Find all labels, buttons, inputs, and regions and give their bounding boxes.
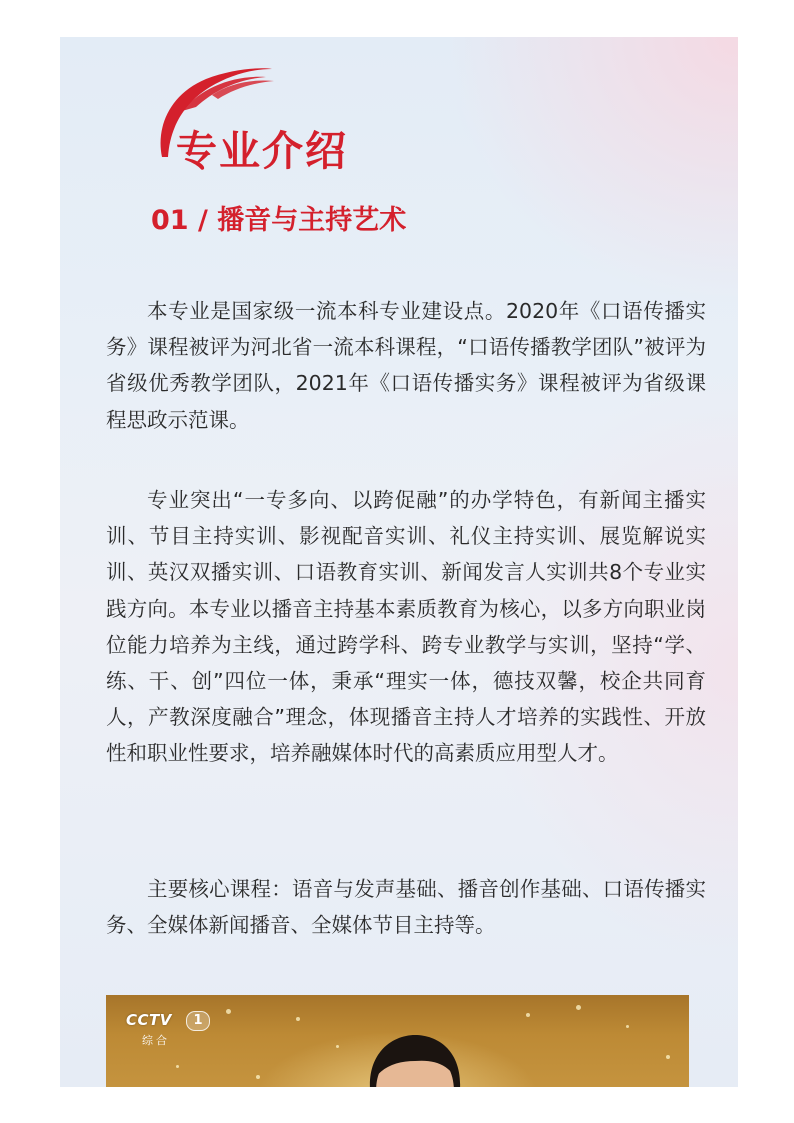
sparkle [256, 1075, 260, 1079]
intro-paragraph: 本专业是国家级一流本科专业建设点。2020年《口语传播实务》课程被评为河北省一流本科课程，“口语传播教学团队”被评为省级优秀教学团队，2021年《口语传播实务》课程被评为省级课程思政示范课。 [106, 299, 706, 432]
cctv-logo-icon: CCTV [126, 1011, 172, 1029]
sparkle [576, 1005, 581, 1010]
brochure-page [60, 37, 738, 1087]
sparkle [526, 1013, 530, 1017]
features-paragraph: 专业突出“一专多向、以跨促融”的办学特色，有新闻主播实训、节目主持实训、影视配音实训、礼仪主持实训、展览解说实训、英汉双播实训、口语教育实训、新闻发言人实训共8个专业实践方向。本专业以播音主持基本素质教育为核心，以多方向职业岗位能力培养为主线，通过跨学科、跨专业教学与实训，坚持“学、练、干、创”四位一体，秉承“理实一体，德技双馨，校企共同育人，产教深度融合”理念，体现播音主持人才培养的实践性、开放性和职业性要求，培养融媒体时代的高素质应用型人才。 [106, 488, 706, 766]
channel-number-badge: 1 [186, 1011, 210, 1031]
anchor-photo [106, 995, 689, 1087]
anchor-head-icon [364, 1031, 466, 1087]
sparkle [666, 1055, 670, 1059]
sparkle [176, 1065, 179, 1068]
major-heading: 01 / 播音与主持艺术 [151, 205, 407, 236]
sparkle [226, 1009, 231, 1014]
sparkle [336, 1045, 339, 1048]
channel-name: 综合 [142, 1034, 170, 1047]
sparkle [296, 1017, 300, 1021]
core-courses-paragraph: 主要核心课程：语音与发声基础、播音创作基础、口语传播实务、全媒体新闻播音、全媒体节目主持等。 [106, 877, 706, 938]
sparkle [626, 1025, 629, 1028]
page-title: 专业介绍 [176, 127, 348, 175]
